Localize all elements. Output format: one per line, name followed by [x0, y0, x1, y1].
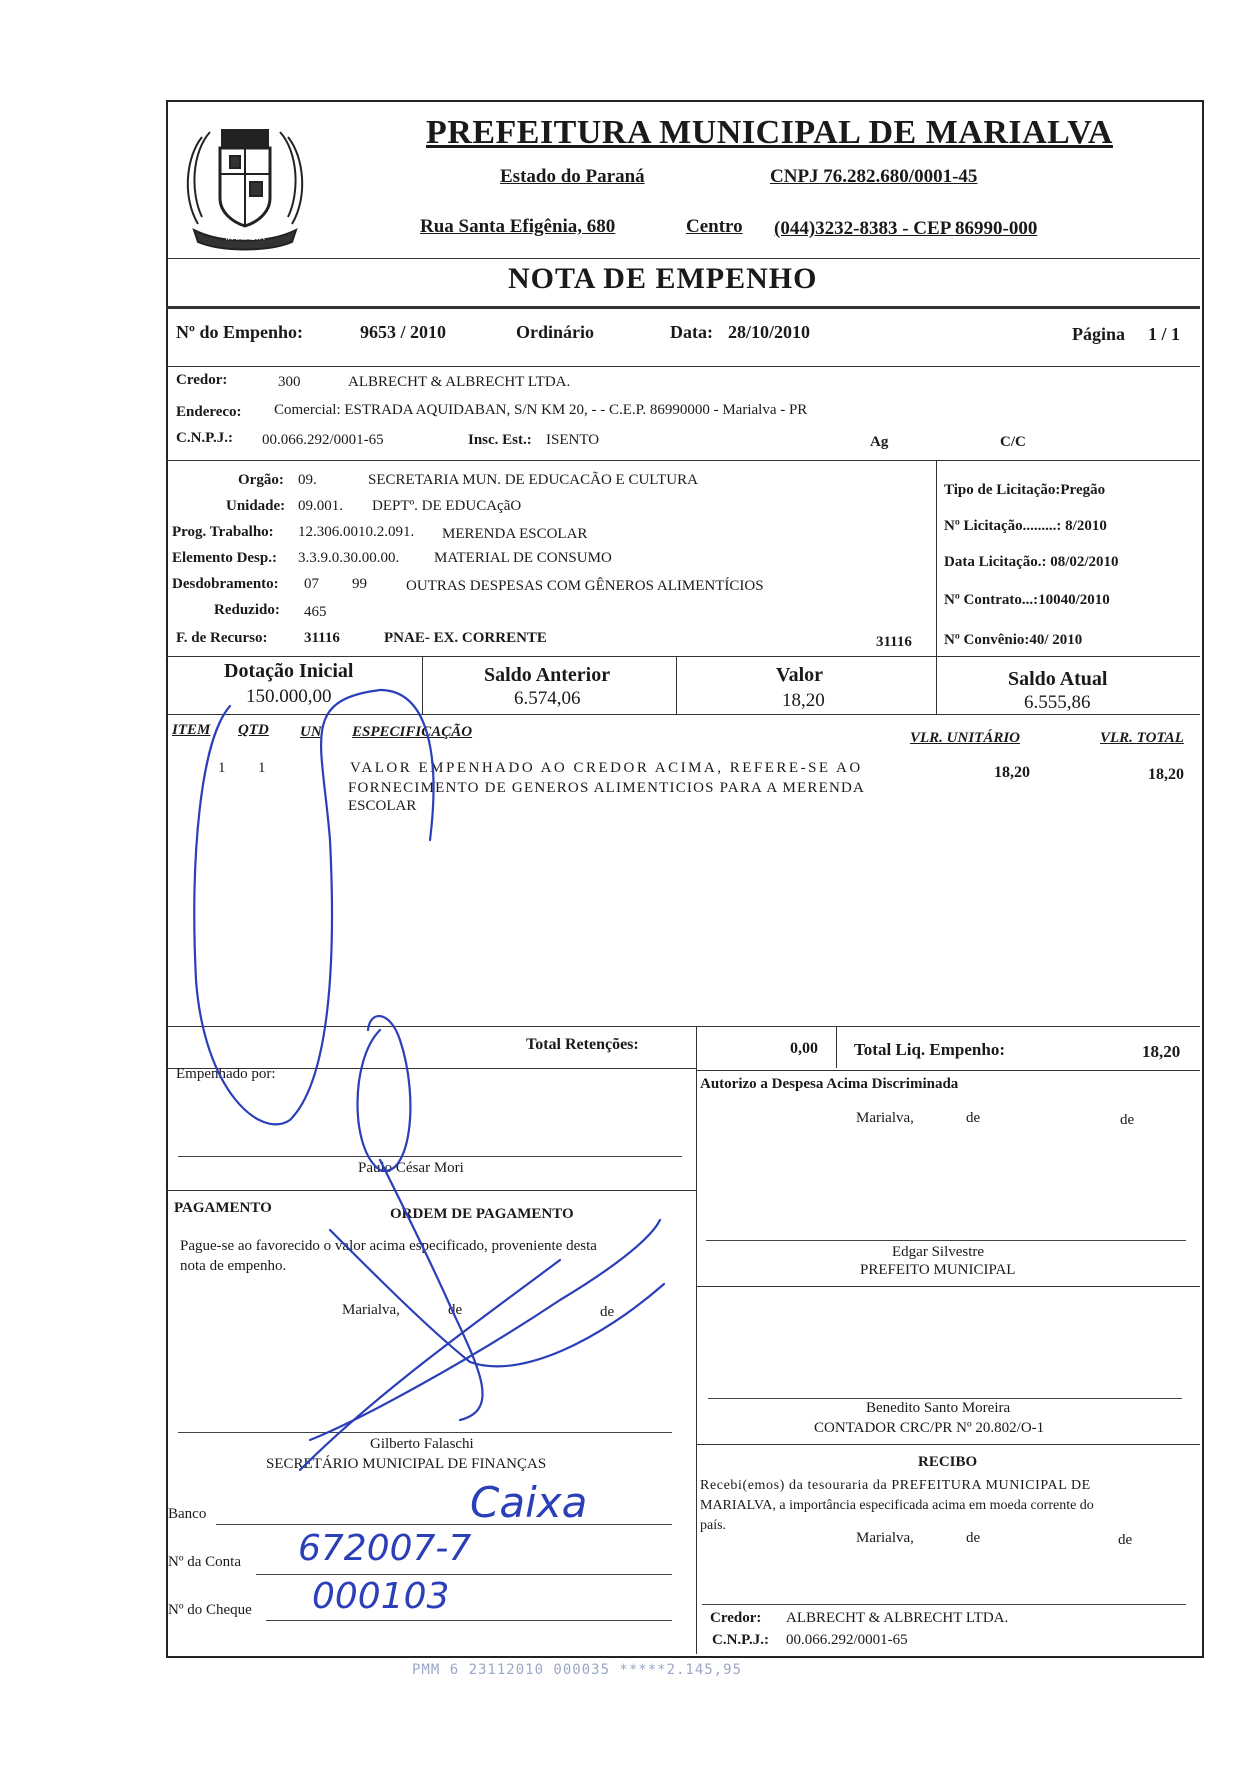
cheque-label: Nº do Cheque: [168, 1602, 252, 1618]
data-licitacao: Data Licitação.: 08/02/2010: [944, 554, 1119, 570]
recibo-de-2: de: [1118, 1532, 1133, 1548]
desdobramento-a: 07: [304, 576, 319, 592]
recibo-text-3: país.: [700, 1518, 727, 1533]
empenho-date-label: Data:: [670, 322, 713, 342]
recibo-text-2: MARIALVA, a importância especificada acima em moeda corrente do: [700, 1498, 1094, 1513]
saldo-atual-label: Saldo Atual: [1008, 668, 1108, 690]
fonte-recurso-name: PNAE- EX. CORRENTE: [384, 630, 547, 646]
banco-handwritten: Caixa: [470, 1478, 588, 1527]
pagamento-de-1: de: [448, 1302, 463, 1318]
endereco-label: Endereco:: [176, 404, 242, 420]
prog-trabalho-name: MERENDA ESCOLAR: [442, 526, 588, 542]
secretario-role: SECRETÁRIO MUNICIPAL DE FINANÇAS: [266, 1456, 547, 1472]
reduzido-label: Reduzido:: [214, 602, 280, 618]
empenhado-por-label: Empenhado por:: [176, 1066, 276, 1082]
saldo-atual-value: 6.555,86: [1024, 692, 1091, 713]
pagamento-text-1: Pague-se ao favorecido o valor acima especificado, proveniente desta: [180, 1238, 597, 1254]
dotacao-label: Dotação Inicial: [224, 660, 354, 682]
col-qtd: QTD: [238, 722, 269, 738]
fonte-recurso-code-2: 31116: [876, 634, 912, 650]
autorizo-city: Marialva,: [856, 1110, 914, 1126]
recibo-label: RECIBO: [918, 1454, 978, 1470]
orgao-label: Orgão:: [238, 472, 284, 488]
orgao-code: 09.: [298, 472, 317, 488]
agencia-label: Ag: [870, 434, 889, 450]
autorizo-label: Autorizo a Despesa Acima Discriminada: [700, 1076, 959, 1092]
total-liquido-value: 18,20: [1142, 1042, 1181, 1061]
credor-code: 300: [278, 374, 301, 390]
pagamento-city: Marialva,: [342, 1302, 400, 1318]
recibo-credor-label: Credor:: [710, 1610, 762, 1626]
autorizo-de-2: de: [1120, 1112, 1135, 1128]
saldo-anterior-label: Saldo Anterior: [484, 664, 611, 686]
contador-name: Benedito Santo Moreira: [866, 1400, 1011, 1416]
fonte-recurso-label: F. de Recurso:: [176, 630, 268, 646]
total-liquido-label: Total Liq. Empenho:: [854, 1040, 1005, 1059]
item-qty: 1: [258, 760, 266, 776]
unidade-name: DEPTº. DE EDUCAçãO: [372, 498, 522, 514]
unidade-code: 09.001.: [298, 498, 343, 514]
page-number: 1 / 1: [1148, 324, 1181, 344]
empenho-number: 9653 / 2010: [360, 322, 447, 342]
credor-cnpj: 00.066.292/0001-65: [262, 432, 384, 448]
item-number: 1: [218, 760, 226, 776]
address-phone-cep: (044)3232-8383 - CEP 86990-000: [774, 218, 1038, 239]
credor-address: Comercial: ESTRADA AQUIDABAN, S/N KM 20, - - C.E.P. 86990000 - Marialva - PR: [274, 402, 808, 418]
unidade-label: Unidade:: [226, 498, 286, 514]
elemento-code: 3.3.9.0.30.00.00.: [298, 550, 400, 566]
elemento-name: MATERIAL DE CONSUMO: [434, 550, 612, 566]
banco-label: Banco: [168, 1506, 207, 1522]
item-desc-line2: FORNECIMENTO DE GENEROS ALIMENTICIOS PARA A MERENDA: [348, 780, 866, 796]
recibo-de-1: de: [966, 1530, 981, 1546]
saldo-anterior-value: 6.574,06: [514, 688, 581, 709]
col-valor-unitario: VLR. UNITÁRIO: [910, 730, 1021, 746]
item-unit-value: 18,20: [994, 764, 1030, 781]
col-especificacao: ESPECIFICAÇÃO: [352, 724, 473, 740]
empenhado-signer: Paulo César Mori: [358, 1160, 464, 1176]
item-desc-line1: VALOR EMPENHADO AO CREDOR ACIMA, REFERE-SE AO: [350, 760, 863, 776]
secretario-name: Gilberto Falaschi: [370, 1436, 474, 1452]
desdobramento-b: 99: [352, 576, 367, 592]
cheque-handwritten: 000103: [312, 1576, 450, 1617]
conta-corrente-label: C/C: [1000, 434, 1026, 450]
item-total-value: 18,20: [1148, 766, 1184, 783]
svg-text:MARIALVA: MARIALVA: [225, 233, 265, 242]
document-title: NOTA DE EMPENHO: [508, 262, 818, 295]
desdobramento-label: Desdobramento:: [172, 576, 279, 592]
prog-trabalho-label: Prog. Trabalho:: [172, 524, 274, 540]
empenho-number-label: Nº do Empenho:: [176, 322, 303, 342]
ordem-pagamento-label: ORDEM DE PAGAMENTO: [390, 1206, 574, 1222]
state-name: Estado do Paraná: [500, 166, 645, 187]
orgao-name: SECRETARIA MUN. DE EDUCACÃO E CULTURA: [368, 472, 698, 488]
recibo-text-1: Recebi(emos) da tesouraria da PREFEITURA MUNICIPAL DE: [700, 1478, 1091, 1493]
valor-value: 18,20: [782, 690, 825, 711]
col-item: ITEM: [172, 722, 211, 738]
numero-licitacao: Nº Licitação.........: 8/2010: [944, 518, 1107, 534]
empenho-date: 28/10/2010: [728, 322, 811, 342]
prefeito-name: Edgar Silvestre: [892, 1244, 985, 1260]
recibo-cnpj-value: 00.066.292/0001-65: [786, 1632, 908, 1648]
conta-handwritten: 672007-7: [298, 1528, 472, 1569]
recibo-credor-name: ALBRECHT & ALBRECHT LTDA.: [786, 1610, 1009, 1626]
recibo-cnpj-label: C.N.P.J.:: [712, 1632, 769, 1648]
autorizo-de-1: de: [966, 1110, 981, 1126]
prefeito-role: PREFEITO MUNICIPAL: [860, 1262, 1016, 1278]
dotacao-value: 150.000,00: [246, 686, 332, 707]
cnpj-label: C.N.P.J.:: [176, 430, 233, 446]
bank-authentication-stamp: PMM 6 23112010 000035 *****2.145,95: [412, 1662, 743, 1678]
empenho-type: Ordinário: [516, 322, 595, 342]
insc-est-label: Insc. Est.:: [468, 432, 532, 448]
fonte-recurso-code: 31116: [304, 630, 340, 646]
coat-of-arms-logo: [172, 112, 318, 252]
desdobramento-name: OUTRAS DESPESAS COM GÊNEROS ALIMENTÍCIOS: [406, 578, 764, 594]
col-un: UN: [300, 724, 322, 740]
credor-label: Credor:: [176, 372, 228, 388]
recibo-city: Marialva,: [856, 1530, 914, 1546]
conta-label: Nº da Conta: [168, 1554, 241, 1570]
elemento-label: Elemento Desp.:: [172, 550, 277, 566]
prefeitura-title: PREFEITURA MUNICIPAL DE MARIALVA: [426, 114, 1113, 151]
valor-label: Valor: [776, 664, 824, 686]
credor-name: ALBRECHT & ALBRECHT LTDA.: [348, 374, 571, 390]
pagamento-de-2: de: [600, 1304, 615, 1320]
total-retencoes-label: Total Retenções:: [526, 1036, 639, 1053]
cnpj-header: CNPJ 76.282.680/0001-45: [770, 166, 978, 187]
col-valor-total: VLR. TOTAL: [1100, 730, 1184, 746]
total-retencoes-value: 0,00: [790, 1040, 818, 1057]
insc-est-value: ISENTO: [546, 432, 600, 448]
tipo-licitacao: Tipo de Licitação:Pregão: [944, 482, 1106, 498]
prog-trabalho-code: 12.306.0010.2.091.: [298, 524, 415, 540]
contador-role: CONTADOR CRC/PR Nº 20.802/O-1: [814, 1420, 1045, 1436]
address-district: Centro: [686, 216, 743, 237]
page-label: Página: [1072, 324, 1126, 344]
item-desc-line3: ESCOLAR: [348, 798, 417, 814]
reduzido-value: 465: [304, 604, 327, 620]
address-street: Rua Santa Efigênia, 680: [420, 216, 616, 237]
pagamento-text-2: nota de empenho.: [180, 1258, 287, 1274]
pagamento-label: PAGAMENTO: [174, 1200, 272, 1216]
numero-convenio: Nº Convênio:40/ 2010: [944, 632, 1083, 648]
numero-contrato: Nº Contrato...:10040/2010: [944, 592, 1110, 608]
